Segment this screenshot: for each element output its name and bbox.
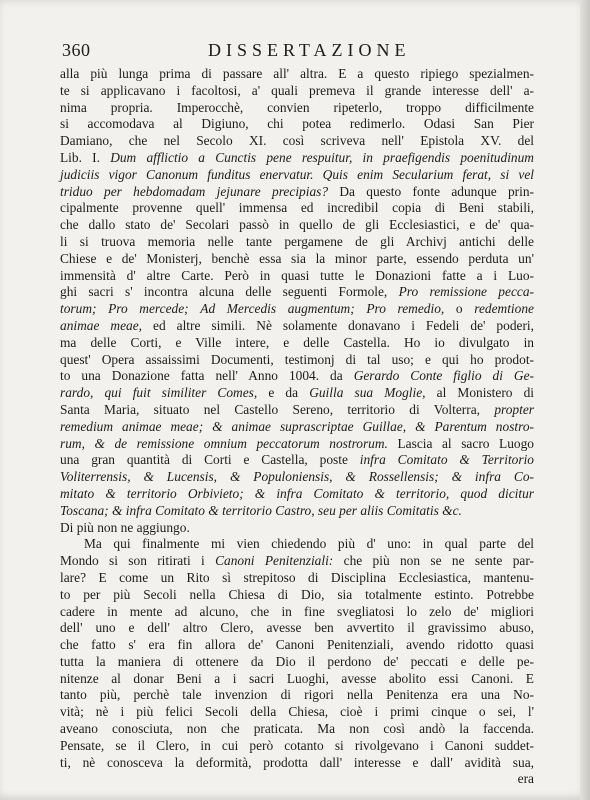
italic-text: propter bbox=[494, 401, 534, 417]
roman-text: che fatto s' era fin allora de' Canoni Penitenziali, avendo ridotto quasi bbox=[60, 637, 534, 653]
roman-text: cadere in mente ad alcuno, che in fine svegliatosi lo zelo de' migliori bbox=[60, 603, 534, 619]
text-line bbox=[60, 217, 534, 234]
text-line bbox=[60, 335, 534, 352]
italic-text: Ad Mercedis augmentum; bbox=[200, 301, 355, 317]
text-line bbox=[60, 385, 534, 402]
italic-text: Toscana; & infra Comitato & territorio Castro, seu per aliis Comitatis &c. bbox=[60, 502, 462, 518]
italic-text: Canoni Penitenziali: bbox=[215, 553, 334, 569]
text-line bbox=[60, 771, 534, 788]
roman-text: Pensate, se il Clero, in cui però cotanto si rivolgevano i Canoni suddet- bbox=[60, 737, 534, 753]
italic-text: Guilla sua Moglie, bbox=[309, 385, 426, 401]
text-line bbox=[60, 251, 534, 268]
text-line bbox=[60, 436, 534, 453]
text-line bbox=[60, 637, 534, 654]
roman-text: quest' Opera assaissimi Documenti, testimonj di tal uso; e qui ho prodot- bbox=[60, 351, 534, 367]
text-line bbox=[60, 503, 534, 520]
text-line bbox=[60, 704, 534, 721]
italic-text: rardo, qui fuit similiter Comes, bbox=[60, 385, 258, 401]
text-line bbox=[60, 368, 534, 385]
italic-text: rum, & de remissione omnium peccatorum nostrorum. bbox=[60, 435, 388, 451]
roman-text: li si truova memoria nelle tante pergamene de gli Archivj antichi delle bbox=[60, 233, 534, 249]
roman-text: Lib. I. bbox=[60, 149, 100, 165]
roman-text: una gran quantità di Corti e Castella, poste bbox=[60, 452, 348, 468]
text-line bbox=[60, 318, 534, 335]
text-line bbox=[60, 167, 534, 184]
text-line bbox=[60, 553, 534, 570]
roman-text: nima propria. Imperocchè, convien ripeterlo, troppo difficilmente bbox=[60, 99, 534, 115]
text-line bbox=[60, 570, 534, 587]
roman-text: immensità d' altre Carte. Però in quasi tutte le Donazioni fatte a i Luo- bbox=[60, 267, 534, 283]
roman-text: tutta la maniera di ottenere da Dio il perdono de' peccati e delle pe- bbox=[60, 653, 534, 669]
page-gutter-shadow bbox=[580, 0, 590, 800]
roman-text: Santa Maria, situato nel Castello Sereno, territorio di Volterra, bbox=[60, 401, 480, 417]
text-line bbox=[60, 755, 534, 772]
roman-text: Da questo fonte adunque prin- bbox=[339, 183, 534, 199]
roman-text: ghi sacri s' incontra alcuna delle seguenti Formole, bbox=[60, 284, 388, 300]
text-line bbox=[60, 452, 534, 469]
text-line bbox=[60, 738, 534, 755]
running-head: DISSERTAZIONE bbox=[208, 40, 411, 60]
italic-text: Pro remissione pecca- bbox=[398, 284, 534, 300]
roman-text: to una Donazione fatta nell' Anno 1004. da bbox=[60, 368, 343, 384]
text-line bbox=[60, 486, 534, 503]
text-line bbox=[60, 83, 534, 100]
text-line bbox=[60, 184, 534, 201]
page-header bbox=[38, 40, 548, 64]
text-line bbox=[60, 419, 534, 436]
roman-text: to per più Secoli nella Chiesa di Dio, sia totalmente estinto. Potrebbe bbox=[60, 586, 534, 602]
body-text bbox=[60, 66, 534, 788]
text-line bbox=[60, 687, 534, 704]
roman-text: Di più non ne aggiungo. bbox=[60, 519, 190, 535]
text-line bbox=[60, 301, 534, 318]
italic-text: judiciis vigor Canonum funditus enervatur. Quis enim Secularium ferat, si vel bbox=[60, 166, 534, 182]
roman-text: dell' uno e dell' altro Clero, avesse ben avvertito il gravissimo abuso, bbox=[60, 620, 534, 636]
text-line bbox=[60, 234, 534, 251]
roman-text: tanto più, perchè tale invenzion di rigori nella Penitenza era una No- bbox=[60, 687, 534, 703]
text-line bbox=[60, 620, 534, 637]
page-number: 360 bbox=[62, 40, 91, 60]
italic-text: Pro mercede; bbox=[108, 301, 189, 317]
text-line bbox=[60, 402, 534, 419]
roman-text: era bbox=[517, 771, 534, 787]
text-line bbox=[60, 100, 534, 117]
roman-text: ed altre simili. Nè solamente donavano i Fedeli de' poderi, bbox=[153, 317, 534, 333]
roman-text: Mondo si son ritirati i bbox=[60, 553, 205, 569]
italic-text: infra Comitato & Territorio bbox=[359, 452, 534, 468]
roman-text: Chiese e de' Monisterj, benchè essa sia la minor parte, essendo perduta un' bbox=[60, 250, 534, 266]
text-line bbox=[60, 133, 534, 150]
italic-text: remedium animae meae; & animae suprascriptae Guillae, & Parentum nostro- bbox=[60, 418, 534, 434]
italic-text: mitato & territorio Orbivieto; & infra Comitato & territorio, quod dicitur bbox=[60, 485, 534, 501]
text-line bbox=[60, 469, 534, 486]
roman-text: che dallo stato de' Secolari passò in quello de gli Ecclesiastici, e de' qua- bbox=[60, 217, 534, 233]
roman-text: Damiano, che nel Secolo XI. così scriveva nell' Epistola XV. del bbox=[60, 133, 534, 149]
italic-text: Voliterrensis, & Lucensis, & Populoniensis, & Rossellensis; & infra Co- bbox=[60, 469, 534, 485]
italic-text: torum; bbox=[60, 301, 97, 317]
roman-text: al Monistero di bbox=[436, 385, 535, 401]
roman-text: e da bbox=[268, 385, 299, 401]
roman-text: Ma qui finalmente mi vien chiedendo più d' uno: in qual parte del bbox=[84, 536, 534, 552]
text-line bbox=[60, 520, 534, 537]
roman-text: nitenze al donar Beni a i sacri Luoghi, avesse abolito essi Canoni. E bbox=[60, 670, 534, 686]
roman-text: lare? E come un Rito sì strepitoso di Disciplina Ecclesiastica, mantenu- bbox=[60, 569, 534, 585]
roman-text: vità; nè i più felici Secoli della Chiesa, cioè i primi cinque o sei, l' bbox=[60, 704, 534, 720]
roman-text: cipalmente provenne quell' immensa ed incredibil copia di Beni stabili, bbox=[60, 200, 534, 216]
roman-text: Lascia al sacro Luogo bbox=[397, 435, 534, 451]
text-line bbox=[60, 268, 534, 285]
roman-text: che più non se ne sente par- bbox=[343, 553, 534, 569]
roman-text: te si applicavano i facoltosi, a' quali premeva il grande interesse dell' a- bbox=[60, 82, 534, 98]
text-line bbox=[60, 671, 534, 688]
italic-text: redemtione bbox=[474, 301, 534, 317]
roman-text: alla più lunga prima di passare all' altra. E a questo ripiego spezialmen- bbox=[60, 66, 534, 81]
text-line bbox=[60, 721, 534, 738]
roman-text: ma delle Corti, e Ville intere, e delle Castella. Ho io divulgato in bbox=[60, 334, 534, 350]
text-line bbox=[60, 284, 534, 301]
text-line bbox=[60, 150, 534, 167]
italic-text: animae meae, bbox=[60, 317, 143, 333]
roman-text: aveano conosciuta, non che praticata. Ma non così andò la faccenda. bbox=[60, 721, 534, 737]
italic-text: triduo per hebdomadam jejunare precipias? bbox=[60, 183, 329, 199]
text-line bbox=[60, 200, 534, 217]
italic-text: Dum afflictio a Cunctis pene respuitur, in praefigendis poenitudinum bbox=[110, 149, 534, 165]
roman-text: ti, nè conosceva la deformità, prodotta dall' interesse e dall' avidità sua, bbox=[60, 754, 534, 770]
roman-text: si accomodava al Digiuno, chi potea redimerlo. Odasi San Pier bbox=[60, 116, 534, 132]
text-line bbox=[60, 66, 534, 83]
text-line bbox=[60, 604, 534, 621]
text-line bbox=[60, 587, 534, 604]
text-line bbox=[60, 536, 534, 553]
text-line bbox=[60, 654, 534, 671]
text-line bbox=[60, 116, 534, 133]
italic-text: Pro remedio, bbox=[366, 301, 445, 317]
roman-text: o bbox=[455, 301, 463, 317]
italic-text: Gerardo Conte figlio di Ge- bbox=[353, 368, 534, 384]
text-line bbox=[60, 352, 534, 369]
